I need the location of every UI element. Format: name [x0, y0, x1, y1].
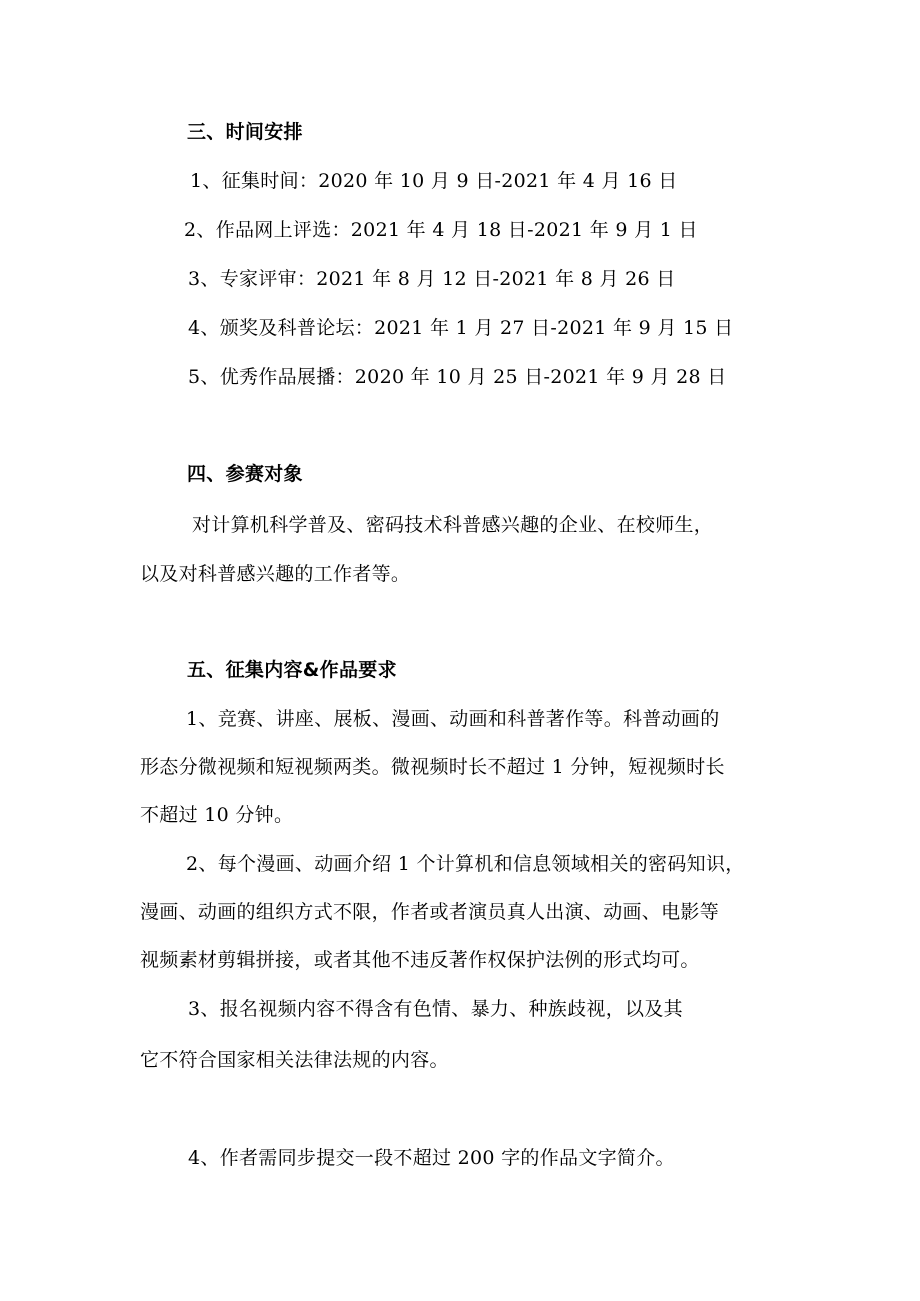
- participants-line-2: 以及对科普感兴趣的工作者等。: [140, 563, 411, 585]
- section5-heading: 五、征集内容&作品要求: [187, 659, 397, 681]
- schedule-item-3: 3、专家评审：2021 年 8 月 12 日-2021 年 8 月 26 日: [188, 268, 676, 290]
- schedule-item-4: 4、颁奖及科普论坛：2021 年 1 月 27 日-2021 年 9 月 15 日: [188, 317, 734, 339]
- schedule-item-2: 2、作品网上评选：2021 年 4 月 18 日-2021 年 9 月 1 日: [184, 219, 698, 241]
- requirement-2-line-2: 漫画、动画的组织方式不限，作者或者演员真人出演、动画、电影等: [140, 901, 720, 923]
- requirement-1-line-3: 不超过 10 分钟。: [140, 804, 294, 826]
- schedule-item-1: 1、征集时间：2020 年 10 月 9 日-2021 年 4 月 16 日: [190, 170, 678, 192]
- requirement-2-line-3: 视频素材剪辑拼接，或者其他不违反著作权保护法例的形式均可。: [140, 949, 700, 971]
- schedule-item-5: 5、优秀作品展播：2020 年 10 月 25 日-2021 年 9 月 28 日: [188, 366, 727, 388]
- requirement-4-line-1: 4、作者需同步提交一段不超过 200 字的作品文字简介。: [188, 1147, 675, 1169]
- requirement-1-line-1: 1、竞赛、讲座、展板、漫画、动画和科普著作等。科普动画的: [186, 708, 720, 730]
- requirement-3-line-2: 它不符合国家相关法律法规的内容。: [140, 1049, 449, 1071]
- participants-line-1: 对计算机科学普及、密码技术科普感兴趣的企业、在校师生，: [192, 514, 714, 536]
- requirement-2-line-1: 2、每个漫画、动画介绍 1 个计算机和信息领域相关的密码知识，: [186, 853, 745, 875]
- section3-heading: 三、时间安排: [187, 121, 303, 143]
- requirement-3-line-1: 3、报名视频内容不得含有色情、暴力、种族歧视，以及其: [188, 998, 683, 1020]
- requirement-1-line-2: 形态分微视频和短视频两类。微视频时长不超过 1 分钟，短视频时长: [140, 756, 725, 778]
- section4-heading: 四、参赛对象: [187, 463, 303, 485]
